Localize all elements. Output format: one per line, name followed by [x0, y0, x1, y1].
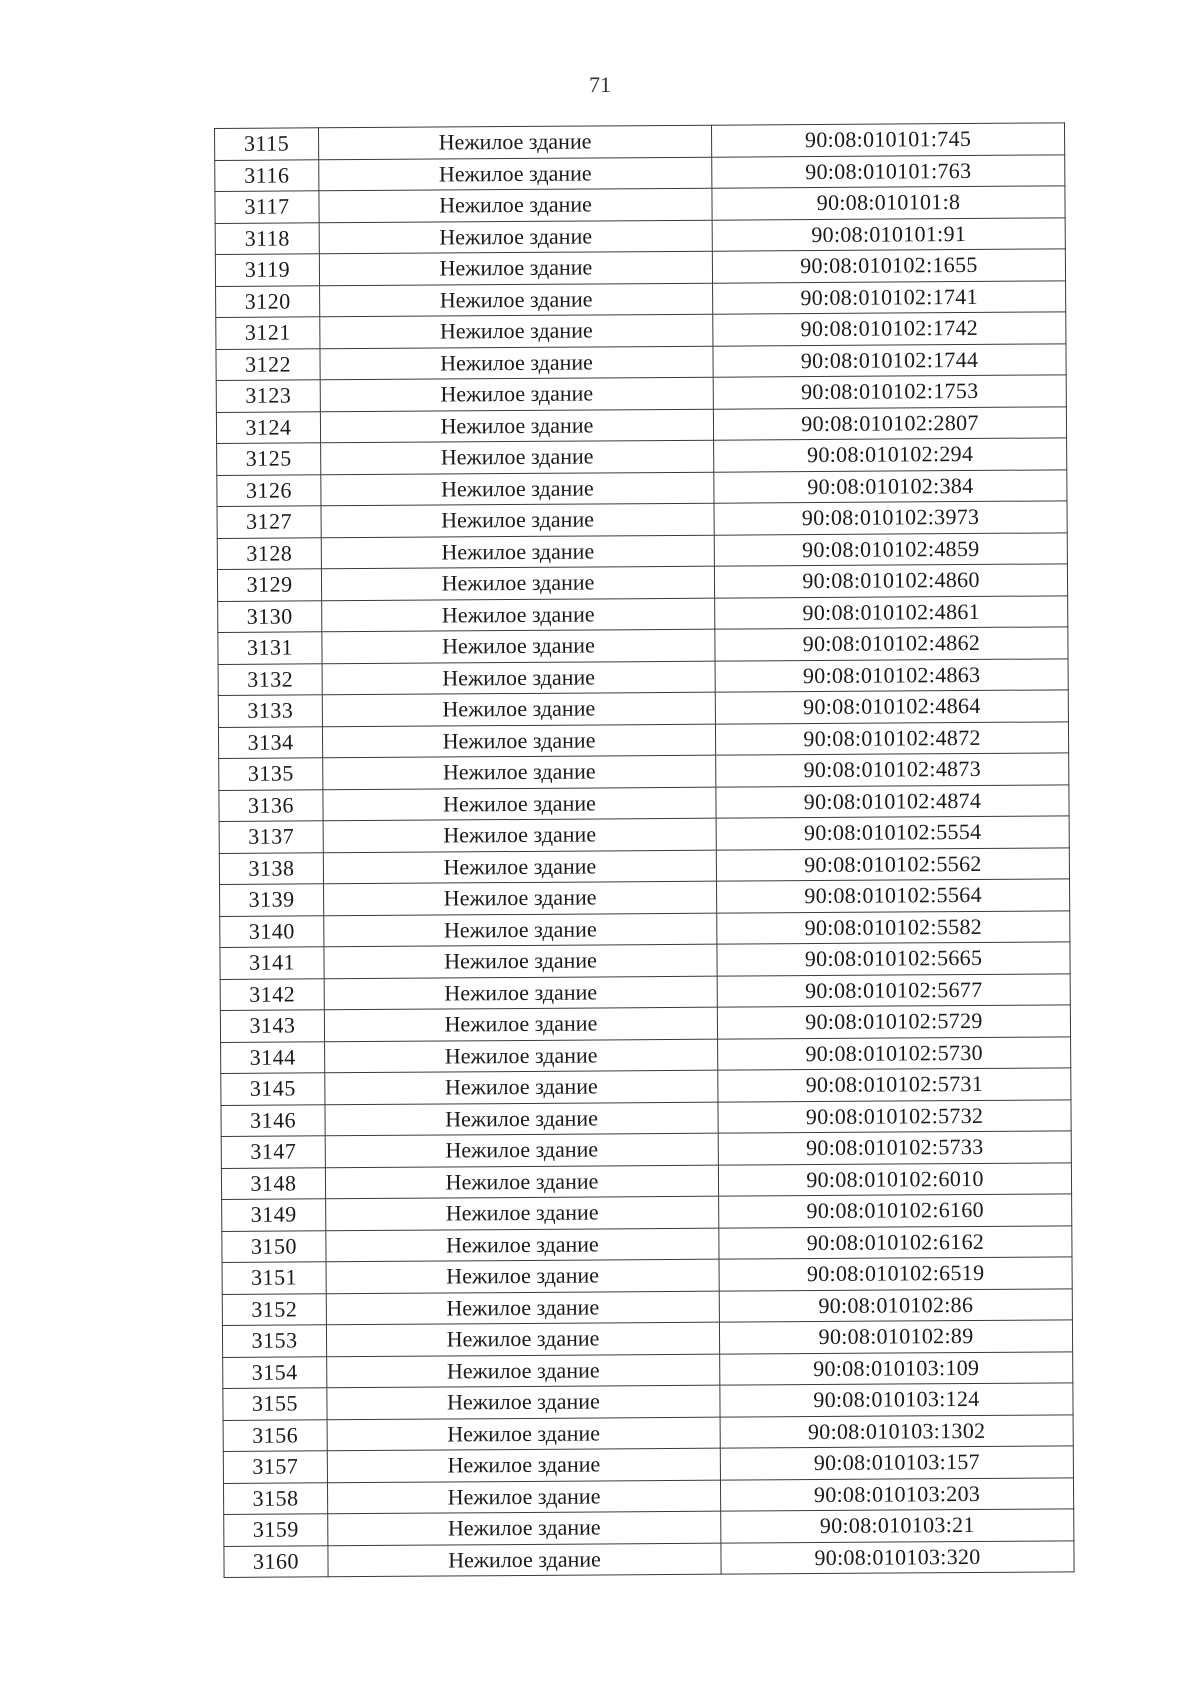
object-type-cell: Нежилое здание: [326, 1259, 719, 1293]
table-row: [219, 784, 1069, 821]
object-type-cell: Нежилое здание: [327, 1385, 720, 1419]
row-number-cell: 3132: [218, 663, 322, 695]
cadastral-number-cell: 90:08:010103:320: [721, 1540, 1074, 1574]
table-row: [216, 280, 1066, 317]
table-row: [223, 1446, 1073, 1483]
object-type-cell: Нежилое здание: [319, 188, 712, 222]
cadastral-number-cell: 90:08:010102:5733: [718, 1131, 1071, 1165]
row-number-cell: 3146: [221, 1104, 325, 1136]
table-row: [215, 186, 1065, 223]
row-number-cell: 3130: [218, 600, 322, 632]
row-number-cell: 3151: [222, 1262, 326, 1294]
object-type-cell: Нежилое здание: [326, 1196, 719, 1230]
table-row: [222, 1288, 1072, 1325]
cadastral-number-cell: 90:08:010102:4860: [714, 564, 1067, 598]
row-number-cell: 3122: [216, 348, 320, 380]
object-type-cell: Нежилое здание: [319, 125, 712, 159]
table-row: [215, 249, 1065, 286]
object-type-cell: Нежилое здание: [325, 1102, 718, 1136]
row-number-cell: 3117: [215, 191, 319, 223]
cadastral-number-cell: 90:08:010102:2807: [713, 406, 1066, 440]
row-number-cell: 3147: [221, 1136, 325, 1168]
table-row: [215, 217, 1065, 254]
cadastral-number-cell: 90:08:010102:5665: [717, 942, 1070, 976]
table-row: [218, 627, 1068, 664]
cadastral-number-cell: 90:08:010102:4873: [716, 753, 1069, 787]
row-number-cell: 3133: [218, 695, 322, 727]
cadastral-number-cell: 90:08:010102:4861: [715, 595, 1068, 629]
table-row: [221, 1068, 1071, 1105]
cadastral-number-cell: 90:08:010102:1753: [713, 375, 1066, 409]
cadastral-number-cell: 90:08:010102:5564: [717, 879, 1070, 913]
row-number-cell: 3149: [222, 1199, 326, 1231]
table-row: [217, 438, 1067, 475]
object-type-cell: Нежилое здание: [328, 1511, 721, 1545]
row-number-cell: 3139: [220, 884, 324, 916]
row-number-cell: 3153: [222, 1325, 326, 1357]
object-type-cell: Нежилое здание: [321, 440, 714, 474]
row-number-cell: 3115: [215, 128, 319, 160]
row-number-cell: 3127: [217, 506, 321, 538]
object-type-cell: Нежилое здание: [325, 1133, 718, 1167]
cadastral-number-cell: 90:08:010102:4859: [714, 532, 1067, 566]
table-row: [216, 343, 1066, 380]
object-type-cell: Нежилое здание: [321, 566, 714, 600]
row-number-cell: 3156: [223, 1419, 327, 1451]
table-row: [218, 690, 1068, 727]
object-type-cell: Нежилое здание: [319, 220, 712, 254]
cadastral-number-cell: 90:08:010103:124: [720, 1383, 1073, 1417]
object-type-cell: Нежилое здание: [320, 283, 713, 317]
row-number-cell: 3145: [221, 1073, 325, 1105]
cadastral-number-cell: 90:08:010102:5732: [718, 1099, 1071, 1133]
object-type-cell: Нежилое здание: [324, 1007, 717, 1041]
object-type-cell: Нежилое здание: [325, 1070, 718, 1104]
cadastral-number-cell: 90:08:010102:89: [719, 1320, 1072, 1354]
object-type-cell: Нежилое здание: [324, 944, 717, 978]
row-number-cell: 3138: [219, 852, 323, 884]
row-number-cell: 3148: [221, 1167, 325, 1199]
cadastral-number-cell: 90:08:010102:4863: [715, 658, 1068, 692]
object-type-cell: Нежилое здание: [326, 1322, 719, 1356]
cadastral-number-cell: 90:08:010102:4862: [715, 627, 1068, 661]
object-type-cell: Нежилое здание: [321, 472, 714, 506]
cadastral-number-cell: 90:08:010102:1655: [712, 249, 1065, 283]
cadastral-number-cell: 90:08:010102:5677: [717, 973, 1070, 1007]
cadastral-number-cell: 90:08:010102:5731: [718, 1068, 1071, 1102]
table-row: [218, 721, 1068, 758]
cadastral-number-cell: 90:08:010102:1741: [713, 280, 1066, 314]
object-type-cell: Нежилое здание: [320, 346, 713, 380]
table-row: [216, 406, 1066, 443]
row-number-cell: 3140: [220, 915, 324, 947]
cadastral-number-cell: 90:08:010103:203: [720, 1477, 1073, 1511]
table-row: [217, 564, 1067, 601]
object-type-cell: Нежилое здание: [322, 598, 715, 632]
table-row: [222, 1194, 1072, 1231]
table-row: [220, 879, 1070, 916]
cadastral-number-cell: 90:08:010103:21: [721, 1509, 1074, 1543]
cadastral-number-cell: 90:08:010102:6010: [718, 1162, 1071, 1196]
row-number-cell: 3142: [220, 978, 324, 1010]
object-type-cell: Нежилое здание: [323, 850, 716, 884]
registry-table-body: [215, 123, 1075, 1578]
page-number: 71: [589, 72, 611, 97]
table-row: [218, 658, 1068, 695]
cadastral-number-cell: 90:08:010102:5562: [716, 847, 1069, 881]
table-row: [217, 469, 1067, 506]
table-row: [217, 532, 1067, 569]
object-type-cell: Нежилое здание: [326, 1228, 719, 1262]
object-type-cell: Нежилое здание: [327, 1354, 720, 1388]
row-number-cell: 3144: [221, 1041, 325, 1073]
row-number-cell: 3135: [219, 758, 323, 790]
row-number-cell: 3143: [220, 1010, 324, 1042]
object-type-cell: Нежилое здание: [324, 881, 717, 915]
row-number-cell: 3134: [218, 726, 322, 758]
row-number-cell: 3116: [215, 159, 319, 191]
cadastral-number-cell: 90:08:010102:3973: [714, 501, 1067, 535]
table-row: [219, 816, 1069, 853]
row-number-cell: 3118: [215, 222, 319, 254]
row-number-cell: 3119: [215, 254, 319, 286]
table-row: [221, 1099, 1071, 1136]
cadastral-number-cell: 90:08:010102:5554: [716, 816, 1069, 850]
cadastral-number-cell: 90:08:010101:8: [712, 186, 1065, 220]
table-row: [216, 375, 1066, 412]
object-type-cell: Нежилое здание: [322, 629, 715, 663]
table-row: [222, 1225, 1072, 1262]
row-number-cell: 3141: [220, 947, 324, 979]
row-number-cell: 3126: [217, 474, 321, 506]
cadastral-number-cell: 90:08:010103:1302: [720, 1414, 1073, 1448]
table-row: [224, 1509, 1074, 1546]
object-type-cell: Нежилое здание: [320, 314, 713, 348]
table-row: [220, 1005, 1070, 1042]
table-row: [215, 154, 1065, 191]
table-row: [219, 753, 1069, 790]
object-type-cell: Нежилое здание: [326, 1291, 719, 1325]
object-type-cell: Нежилое здание: [319, 251, 712, 285]
table-row: [222, 1257, 1072, 1294]
table-row: [215, 123, 1065, 160]
table-row: [223, 1351, 1073, 1388]
object-type-cell: Нежилое здание: [323, 818, 716, 852]
object-type-cell: Нежилое здание: [325, 1165, 718, 1199]
cadastral-number-cell: 90:08:010102:384: [714, 469, 1067, 503]
cadastral-number-cell: 90:08:010101:745: [711, 123, 1064, 157]
row-number-cell: 3160: [224, 1545, 328, 1577]
table-row: [222, 1320, 1072, 1357]
cadastral-number-cell: 90:08:010102:4864: [715, 690, 1068, 724]
table-row: [223, 1477, 1073, 1514]
row-number-cell: 3128: [217, 537, 321, 569]
cadastral-number-cell: 90:08:010102:294: [714, 438, 1067, 472]
table-row: [218, 595, 1068, 632]
cadastral-number-cell: 90:08:010102:86: [719, 1288, 1072, 1322]
cadastral-number-cell: 90:08:010103:157: [720, 1446, 1073, 1480]
cadastral-number-cell: 90:08:010102:4874: [716, 784, 1069, 818]
object-type-cell: Нежилое здание: [324, 913, 717, 947]
row-number-cell: 3121: [216, 317, 320, 349]
cadastral-number-cell: 90:08:010102:4872: [715, 721, 1068, 755]
cadastral-number-cell: 90:08:010101:91: [712, 217, 1065, 251]
object-type-cell: Нежилое здание: [322, 724, 715, 758]
object-type-cell: Нежилое здание: [323, 787, 716, 821]
table-row: [220, 973, 1070, 1010]
cadastral-number-cell: 90:08:010102:5582: [717, 910, 1070, 944]
table-row: [221, 1036, 1071, 1073]
object-type-cell: Нежилое здание: [327, 1480, 720, 1514]
row-number-cell: 3131: [218, 632, 322, 664]
registry-table: [214, 122, 1075, 1578]
cadastral-number-cell: 90:08:010102:1742: [713, 312, 1066, 346]
table-row: [223, 1414, 1073, 1451]
row-number-cell: 3136: [219, 789, 323, 821]
cadastral-number-cell: 90:08:010102:6162: [719, 1225, 1072, 1259]
row-number-cell: 3158: [223, 1482, 327, 1514]
row-number-cell: 3123: [216, 380, 320, 412]
table-row: [219, 847, 1069, 884]
object-type-cell: Нежилое здание: [324, 976, 717, 1010]
row-number-cell: 3154: [223, 1356, 327, 1388]
table-row: [223, 1383, 1073, 1420]
cadastral-number-cell: 90:08:010102:6519: [719, 1257, 1072, 1291]
registry-table-container: [214, 122, 1074, 1578]
row-number-cell: 3125: [217, 443, 321, 475]
cadastral-number-cell: 90:08:010102:5729: [717, 1005, 1070, 1039]
object-type-cell: Нежилое здание: [325, 1039, 718, 1073]
row-number-cell: 3137: [219, 821, 323, 853]
object-type-cell: Нежилое здание: [321, 535, 714, 569]
row-number-cell: 3120: [216, 285, 320, 317]
table-row: [221, 1131, 1071, 1168]
row-number-cell: 3155: [223, 1388, 327, 1420]
object-type-cell: Нежилое здание: [320, 377, 713, 411]
cadastral-number-cell: 90:08:010102:6160: [719, 1194, 1072, 1228]
cadastral-number-cell: 90:08:010101:763: [712, 154, 1065, 188]
table-row: [216, 312, 1066, 349]
row-number-cell: 3124: [216, 411, 320, 443]
cadastral-number-cell: 90:08:010102:5730: [718, 1036, 1071, 1070]
table-row: [220, 910, 1070, 947]
object-type-cell: Нежилое здание: [327, 1417, 720, 1451]
object-type-cell: Нежилое здание: [323, 755, 716, 789]
object-type-cell: Нежилое здание: [328, 1543, 721, 1577]
object-type-cell: Нежилое здание: [319, 157, 712, 191]
row-number-cell: 3129: [217, 569, 321, 601]
table-row: [217, 501, 1067, 538]
row-number-cell: 3152: [222, 1293, 326, 1325]
row-number-cell: 3150: [222, 1230, 326, 1262]
table-row: [224, 1540, 1074, 1577]
table-row: [220, 942, 1070, 979]
object-type-cell: Нежилое здание: [320, 409, 713, 443]
object-type-cell: Нежилое здание: [322, 692, 715, 726]
object-type-cell: Нежилое здание: [327, 1448, 720, 1482]
cadastral-number-cell: 90:08:010102:1744: [713, 343, 1066, 377]
object-type-cell: Нежилое здание: [321, 503, 714, 537]
cadastral-number-cell: 90:08:010103:109: [720, 1351, 1073, 1385]
row-number-cell: 3157: [223, 1451, 327, 1483]
row-number-cell: 3159: [224, 1514, 328, 1546]
object-type-cell: Нежилое здание: [322, 661, 715, 695]
table-row: [221, 1162, 1071, 1199]
